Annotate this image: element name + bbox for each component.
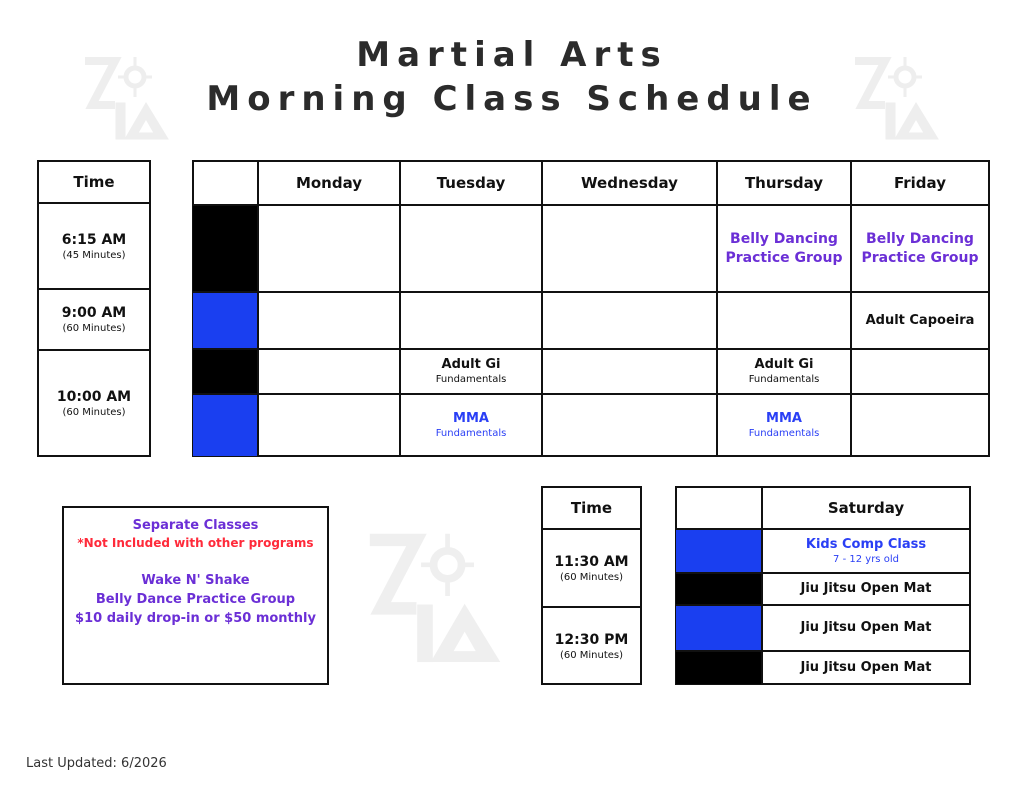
time-slot — [37, 203, 151, 289]
zia-logo-left — [80, 55, 170, 141]
class-name: Adult Gi — [754, 357, 814, 372]
day-header-monday: Monday — [295, 174, 363, 192]
class-subtitle: Fundamentals — [435, 428, 507, 439]
duration-label: (60 Minutes) — [559, 650, 624, 661]
class-cell-thursday-1000-gi — [718, 350, 850, 393]
class-name: MMA — [453, 411, 489, 426]
class-name: Jiu Jitsu Open Mat — [800, 581, 932, 596]
time-label: 11:30 AM — [554, 553, 629, 570]
duration-label: (60 Minutes) — [559, 571, 624, 583]
class-subtitle: Fundamentals — [748, 428, 820, 439]
saturday-class-cell — [763, 652, 969, 684]
saturday-time-header: Time — [570, 498, 613, 517]
class-name: Practice Group — [725, 249, 843, 266]
day-header-saturday: Saturday — [827, 499, 905, 517]
time-label: 10:00 AM — [56, 389, 132, 405]
day-header-thursday: Thursday — [744, 174, 824, 192]
class-subtitle: Fundamentals — [435, 374, 507, 385]
zia-logo-center — [362, 530, 502, 665]
color-bar — [193, 293, 258, 348]
separate-class-subtitle: Belly Dance Practice Group — [95, 592, 296, 607]
last-updated: Last Updated: 6/2026 — [26, 756, 167, 771]
day-header-friday: Friday — [893, 174, 946, 192]
duration-label: (60 Minutes) — [62, 407, 126, 418]
separate-class-price: $10 daily drop-in or $50 monthly — [75, 611, 316, 626]
color-bar — [193, 206, 258, 292]
class-subtitle: Fundamentals — [748, 374, 820, 385]
saturday-class-cell — [763, 530, 969, 572]
page-title-line1: Martial Arts — [356, 35, 668, 75]
class-name: Practice Group — [861, 249, 979, 266]
class-name: MMA — [766, 411, 802, 426]
class-name: Kids Comp Class — [805, 536, 927, 552]
class-cell-thursday-0615 — [718, 206, 850, 291]
color-bar — [676, 530, 762, 572]
day-header-wednesday: Wednesday — [581, 174, 678, 192]
time-label: 6:15 AM — [61, 231, 127, 248]
separate-class-name: Wake N' Shake — [141, 573, 250, 588]
class-subtitle: 7 - 12 yrs old — [833, 553, 899, 565]
separate-classes-content — [62, 516, 329, 636]
time-slot — [37, 289, 151, 350]
color-bar — [193, 349, 258, 394]
class-cell-tuesday-1000-gi — [401, 350, 541, 393]
saturday-class-cell — [763, 606, 969, 650]
time-slot — [541, 608, 642, 685]
class-name: Jiu Jitsu Open Mat — [800, 660, 932, 675]
class-cell-friday-0900 — [852, 293, 988, 348]
class-name: Belly Dancing — [730, 230, 838, 247]
color-bar — [676, 651, 762, 684]
duration-label: (60 Minutes) — [62, 323, 126, 334]
separate-classes-heading: Separate Classes — [132, 518, 259, 533]
class-name: Adult Capoeira — [865, 312, 975, 328]
page-title-line2: Morning Class Schedule — [206, 79, 818, 119]
class-name: Jiu Jitsu Open Mat — [800, 620, 932, 635]
time-slot — [541, 530, 642, 606]
separate-classes-note: *Not Included with other programs — [77, 536, 314, 550]
class-cell-thursday-1000-mma — [718, 395, 850, 456]
time-label: 12:30 PM — [554, 632, 629, 648]
class-cell-friday-0615 — [852, 206, 988, 291]
time-header: Time — [73, 172, 115, 191]
time-label: 9:00 AM — [61, 305, 127, 321]
class-name: Adult Gi — [441, 357, 501, 372]
color-bar — [676, 605, 762, 650]
duration-label: (45 Minutes) — [62, 249, 126, 261]
saturday-class-cell — [763, 574, 969, 604]
color-bar — [193, 395, 258, 456]
color-bar — [676, 573, 762, 604]
time-slot — [37, 350, 151, 457]
day-header-tuesday: Tuesday — [436, 174, 506, 192]
class-cell-tuesday-1000-mma — [401, 395, 541, 456]
zia-logo-right — [850, 55, 940, 141]
class-name: Belly Dancing — [866, 230, 974, 247]
